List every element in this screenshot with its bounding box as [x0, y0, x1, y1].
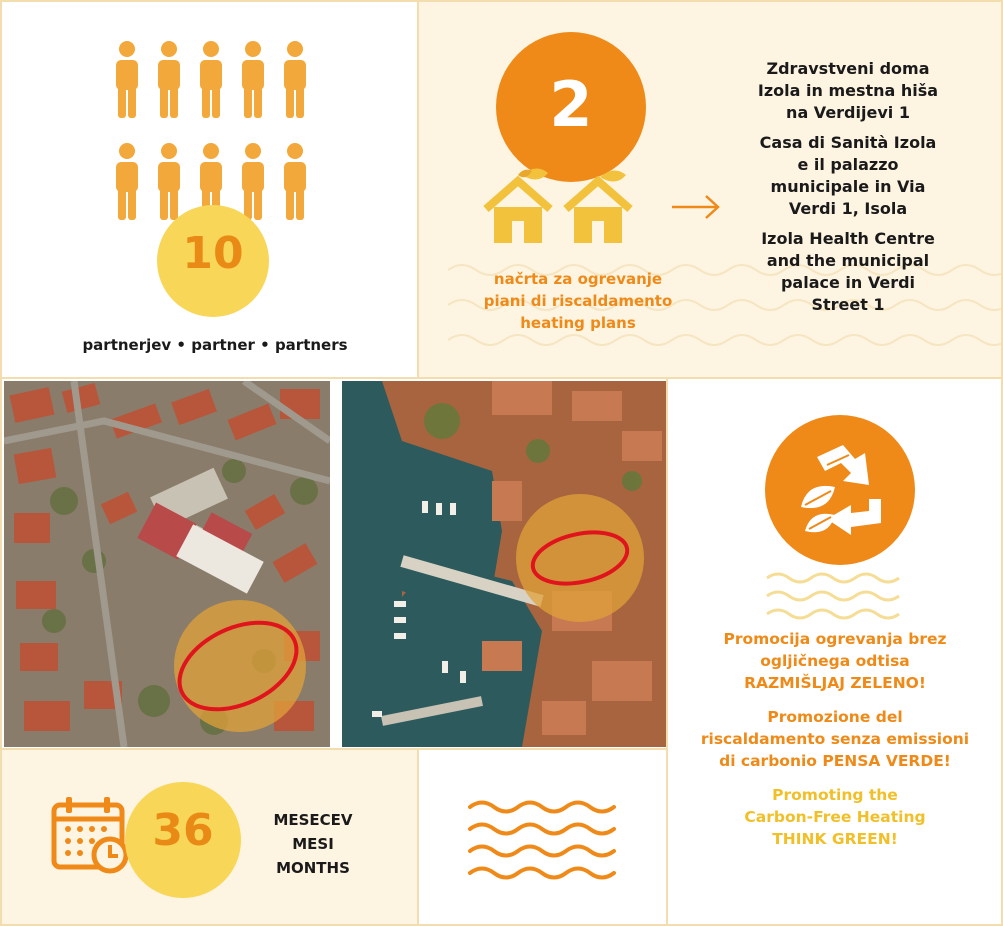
- locations-text: [718, 58, 978, 324]
- partners-label: partnerjev • partner • partners: [82, 336, 348, 354]
- location-sl-line: na Verdijevi 1: [786, 103, 910, 122]
- location-sl-line: Izola in mestna hiša: [757, 81, 939, 100]
- houses-icon: [482, 165, 662, 245]
- text-line: di carbonio PENSA VERDE!: [719, 752, 951, 770]
- location-it-line: municipale in Via: [770, 177, 926, 196]
- person-icon: [280, 40, 310, 120]
- person-icon: [238, 142, 268, 222]
- arrow-right-icon: [670, 193, 722, 221]
- plans-line-it: piani di riscaldamento: [483, 292, 673, 310]
- location-en-line: palace in Verdi: [780, 273, 916, 292]
- text-line: Carbon-Free Heating: [744, 808, 926, 826]
- person-icon: [196, 40, 226, 120]
- location-en-line: Street 1: [811, 295, 885, 314]
- location-it-line: Verdi 1, Isola: [788, 199, 908, 218]
- months-count: 36: [152, 805, 214, 856]
- recycle-leaf-icon: [765, 415, 915, 565]
- waves-panel: [418, 750, 667, 926]
- text-line: RAZMIŠLJAJ ZELENO!: [744, 674, 926, 692]
- text-line: riscaldamento senza emissioni: [700, 730, 970, 748]
- think-green-sl: [667, 628, 1003, 694]
- text-line: ogljičnega odtisa: [760, 652, 910, 670]
- location-it-line: Casa di Sanità Izola: [759, 133, 937, 152]
- text-line: Promozione del: [767, 708, 903, 726]
- partners-count: 10: [182, 228, 244, 279]
- aerial-photo: [4, 381, 330, 747]
- think-green-text: [667, 628, 1003, 862]
- months-line-sl: MESECEV: [273, 811, 353, 829]
- plans-line-sl: načrta za ogrevanje: [493, 270, 663, 288]
- months-line-en: MONTHS: [276, 859, 350, 877]
- text-line: THINK GREEN!: [772, 830, 898, 848]
- aerial-map-health-centre: [4, 381, 330, 747]
- location-sl: [718, 58, 978, 124]
- plans-line-en: heating plans: [520, 314, 636, 332]
- person-icon: [112, 40, 142, 120]
- location-en-line: and the municipal: [766, 251, 930, 270]
- waves-icon: [466, 795, 616, 885]
- person-icon: [112, 142, 142, 222]
- months-label: [258, 808, 368, 880]
- think-green-it: [667, 706, 1003, 772]
- aerial-map-municipal-palace: [342, 381, 666, 747]
- text-line: Promoting the: [772, 786, 898, 804]
- person-icon: [154, 142, 184, 222]
- plans-count: 2: [549, 68, 593, 141]
- text-line: Promocija ogrevanja brez: [723, 630, 947, 648]
- partners-panel: [0, 0, 418, 378]
- location-en: [718, 228, 978, 316]
- think-green-en: [667, 784, 1003, 850]
- months-line-it: MESI: [292, 835, 334, 853]
- duration-panel: [0, 750, 418, 926]
- person-icon: [280, 142, 310, 222]
- heating-plans-label: [458, 268, 698, 334]
- location-it: [718, 132, 978, 220]
- think-green-panel: [667, 380, 1003, 926]
- recycle-circle: [765, 415, 915, 565]
- heating-plans-panel: [418, 0, 1003, 378]
- aerial-photo: [342, 381, 666, 747]
- location-en-line: Izola Health Centre: [761, 229, 935, 248]
- person-icon: [154, 40, 184, 120]
- person-icon: [238, 40, 268, 120]
- location-sl-line: Zdravstveni doma: [766, 59, 930, 78]
- location-it-line: e il palazzo: [797, 155, 899, 174]
- wave-decoration: [763, 564, 903, 624]
